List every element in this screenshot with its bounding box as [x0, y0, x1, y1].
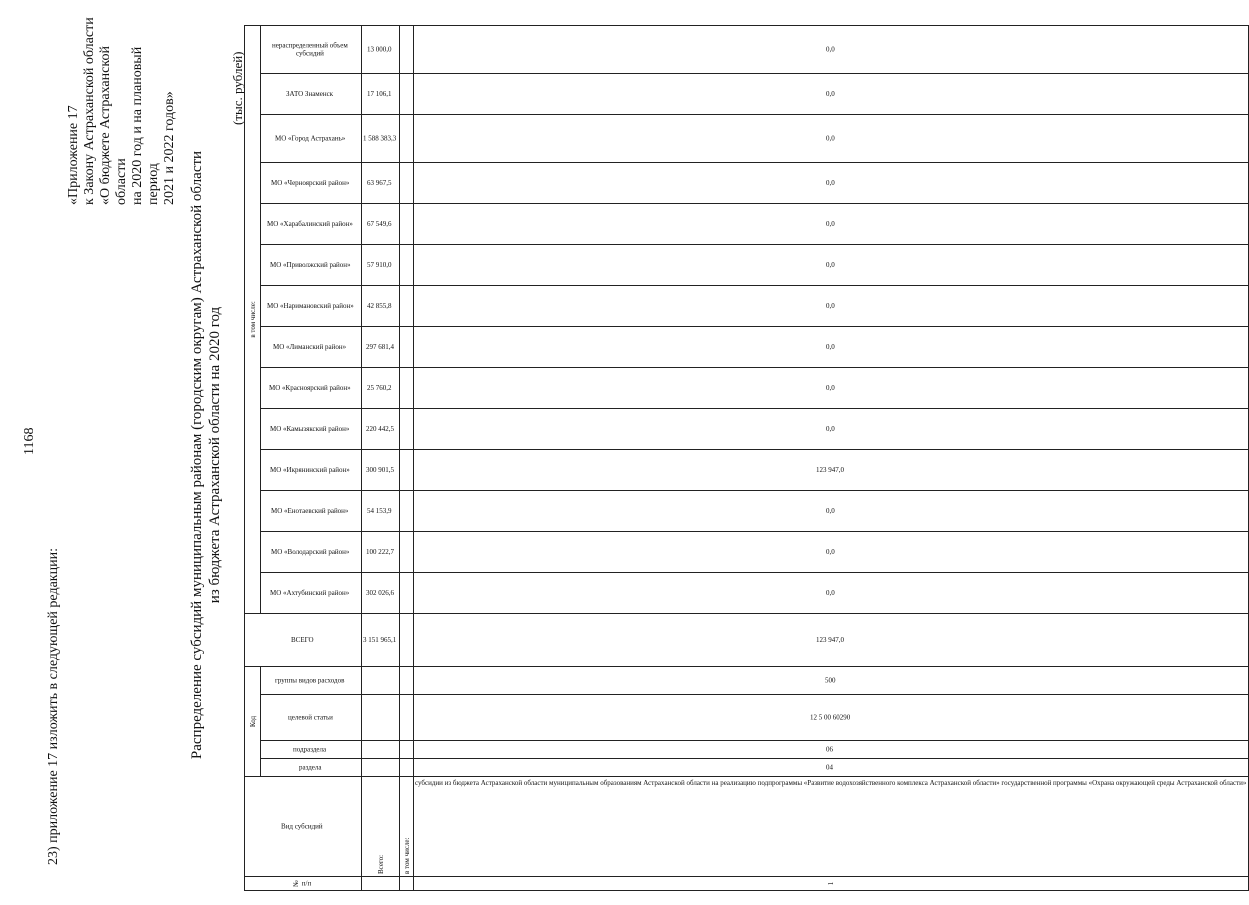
total-mo: 25 760,2: [362, 368, 400, 409]
header-mo: МО «Харабалинский район»: [261, 204, 362, 245]
header-kind: Вид субсидий: [245, 777, 362, 877]
row-mo: 0,0: [414, 327, 1248, 368]
total-mo: 302 026,6: [362, 573, 400, 614]
total-mo: 297 681,4: [362, 327, 400, 368]
header-code: Код: [245, 667, 261, 777]
header-subsection: подраздела: [261, 741, 362, 759]
total-mo: 42 855,8: [362, 286, 400, 327]
header-mo: МО «Черноярский район»: [261, 163, 362, 204]
total-mo: 13 000,0: [362, 25, 400, 73]
row-mo: 0,0: [414, 491, 1248, 532]
row-target: 12 5 00 60290: [414, 695, 1248, 741]
row-mo: 0,0: [414, 74, 1248, 115]
total-mo: 63 967,5: [362, 163, 400, 204]
row-mo: 0,0: [414, 409, 1248, 450]
header-mo: МО «Город Астрахань»: [261, 115, 362, 163]
header-mo: МО «Енотаевский район»: [261, 491, 362, 532]
subsidy-row: [414, 25, 1248, 890]
header-mo: МО «Камызякский район»: [261, 409, 362, 450]
row-description: субсидии из бюджета Астраханской области муниципальным образованиям Астраханской области на реализацию подпрограммы «Развитие водохозяйственного комплекса Астраханской области» государственной программы «Охрана окружающей среды Астраханской области»: [414, 777, 1248, 877]
total-row: [362, 25, 400, 890]
total-mo: 67 549,6: [362, 204, 400, 245]
row-num: 1: [414, 877, 1248, 891]
including-row: [400, 25, 414, 890]
row-expense: 500: [414, 667, 1248, 695]
header-expense: группы видов расходов: [261, 667, 362, 695]
appendix-line: на 2020 год и на плановый период: [130, 46, 161, 205]
intro-text: 23) приложение 17 изложить в следующей редакции:: [46, 548, 61, 865]
header-mo: МО «Наримановский район»: [261, 286, 362, 327]
row-mo: 0,0: [414, 286, 1248, 327]
header-target: целевой статьи: [261, 695, 362, 741]
including-label: в том числе:: [400, 777, 414, 877]
appendix-header: [66, 5, 178, 205]
title-line-2: из бюджета Астраханской области на 2020 год: [207, 306, 223, 604]
row-mo: 0,0: [414, 573, 1248, 614]
header-mo: ЗАТО Знаменск: [261, 74, 362, 115]
total-label: Всего:: [362, 777, 400, 877]
title-line-1: Распределение субсидий муниципальным районам (городским округам) Астраханской области: [189, 150, 205, 760]
header-mo: нераспределенный объем субсидий: [261, 25, 362, 73]
total-mo: 220 442,5: [362, 409, 400, 450]
total-mo: 1 588 383,3: [362, 115, 400, 163]
row-mo: 0,0: [414, 368, 1248, 409]
header-mo: МО «Лиманский район»: [261, 327, 362, 368]
total-all: 3 151 965,1: [362, 614, 400, 667]
header-num: № п/п: [245, 877, 362, 891]
row-mo: 0,0: [414, 163, 1248, 204]
appendix-line: «О бюджете Астраханской области: [98, 46, 129, 205]
total-mo: 300 901,5: [362, 450, 400, 491]
subsidy-table: [244, 25, 1249, 891]
row-mo: 0,0: [414, 204, 1248, 245]
document-title: [188, 95, 224, 815]
appendix-line: «Приложение 17: [66, 105, 81, 205]
page-number: 1168: [22, 427, 37, 455]
row-mo: 0,0: [414, 25, 1248, 73]
header-including: в том числе:: [245, 25, 261, 613]
row-mo: 0,0: [414, 532, 1248, 573]
header-section: раздела: [261, 759, 362, 777]
row-mo: 0,0: [414, 115, 1248, 163]
header-mo: МО «Ахтубинский район»: [261, 573, 362, 614]
header-total: ВСЕГО: [245, 614, 362, 667]
appendix-line: 2021 и 2022 годов»: [162, 91, 177, 205]
header-mo: МО «Приволжский район»: [261, 245, 362, 286]
appendix-line: к Закону Астраханской области: [82, 17, 97, 205]
header-mo: МО «Володарский район»: [261, 532, 362, 573]
header-mo: МО «Красноярский район»: [261, 368, 362, 409]
row-subsection: 06: [414, 741, 1248, 759]
row-mo: 123 947,0: [414, 450, 1248, 491]
row-mo: 0,0: [414, 245, 1248, 286]
header-mo: МО «Икрянинский район»: [261, 450, 362, 491]
total-mo: 17 106,1: [362, 74, 400, 115]
row-total: 123 947,0: [414, 614, 1248, 667]
row-section: 04: [414, 759, 1248, 777]
total-mo: 57 910,0: [362, 245, 400, 286]
total-mo: 54 153,9: [362, 491, 400, 532]
units-label: (тыс. рублей): [230, 51, 245, 125]
total-mo: 100 222,7: [362, 532, 400, 573]
